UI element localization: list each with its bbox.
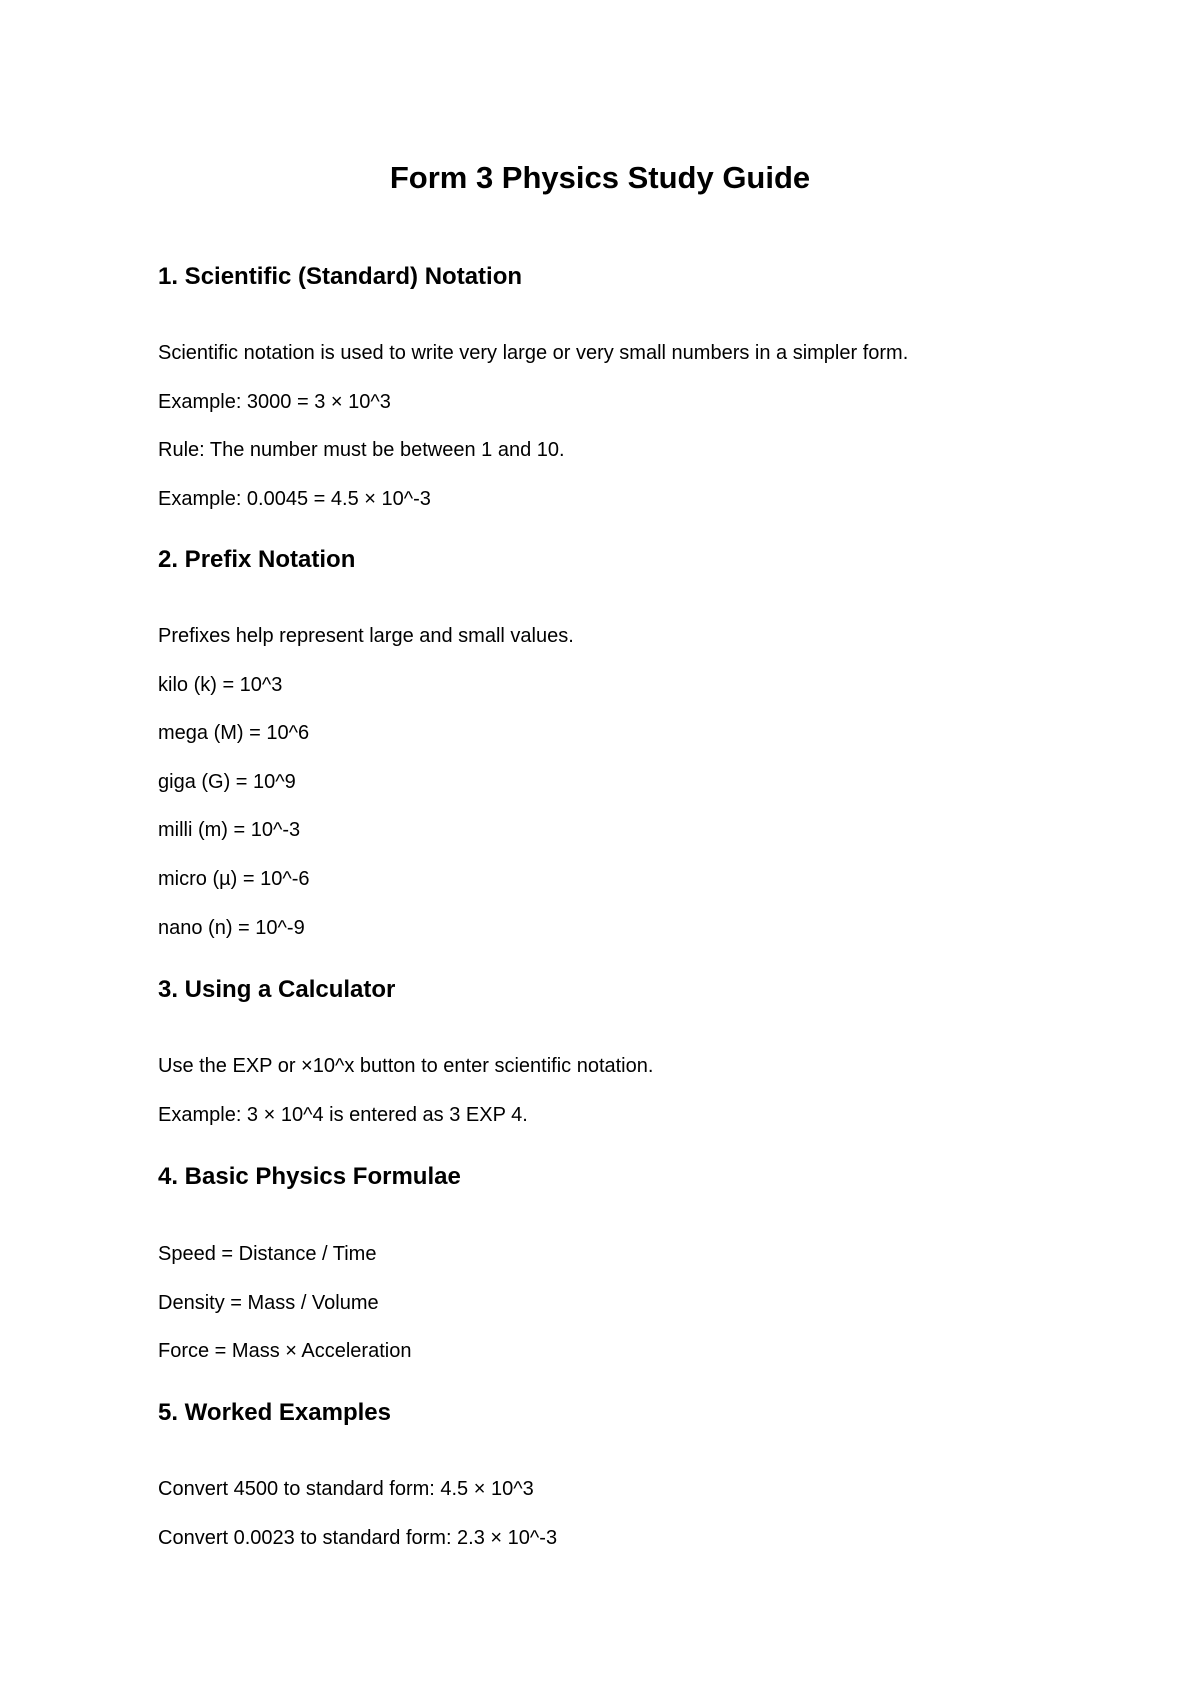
- section-line: Force = Mass × Acceleration: [158, 1340, 412, 1362]
- section-heading-worked-examples: 5. Worked Examples: [158, 1399, 391, 1426]
- section-line: Prefixes help represent large and small values.: [158, 625, 574, 647]
- section-line: Convert 0.0023 to standard form: 2.3 × 10^-3: [158, 1527, 558, 1549]
- section-line: mega (M) = 10^6: [158, 722, 310, 744]
- section-heading-scientific-notation: 1. Scientific (Standard) Notation: [158, 263, 523, 290]
- section-heading-using-calculator: 3. Using a Calculator: [158, 976, 396, 1003]
- section-line: Example: 3000 = 3 × 10^3: [158, 391, 391, 413]
- section-line: Example: 0.0045 = 4.5 × 10^-3: [158, 488, 431, 510]
- section-line: micro (µ) = 10^-6: [158, 868, 310, 890]
- section-line: Use the EXP or ×10^x button to enter scientific notation.: [158, 1055, 654, 1077]
- section-line: Convert 4500 to standard form: 4.5 × 10^3: [158, 1478, 534, 1500]
- section-heading-prefix-notation: 2. Prefix Notation: [158, 546, 356, 573]
- section-heading-basic-formulae: 4. Basic Physics Formulae: [158, 1163, 461, 1190]
- section-line: nano (n) = 10^-9: [158, 917, 305, 939]
- section-line: giga (G) = 10^9: [158, 771, 296, 793]
- section-line: Rule: The number must be between 1 and 10.: [158, 439, 565, 461]
- section-line: Density = Mass / Volume: [158, 1292, 379, 1314]
- document-title: Form 3 Physics Study Guide: [389, 160, 811, 195]
- section-line: Scientific notation is used to write very large or very small numbers in a simpler form.: [158, 342, 909, 364]
- section-line: milli (m) = 10^-3: [158, 819, 301, 841]
- section-line: Example: 3 × 10^4 is entered as 3 EXP 4.: [158, 1104, 528, 1126]
- section-line: Speed = Distance / Time: [158, 1243, 377, 1265]
- section-line: kilo (k) = 10^3: [158, 674, 283, 696]
